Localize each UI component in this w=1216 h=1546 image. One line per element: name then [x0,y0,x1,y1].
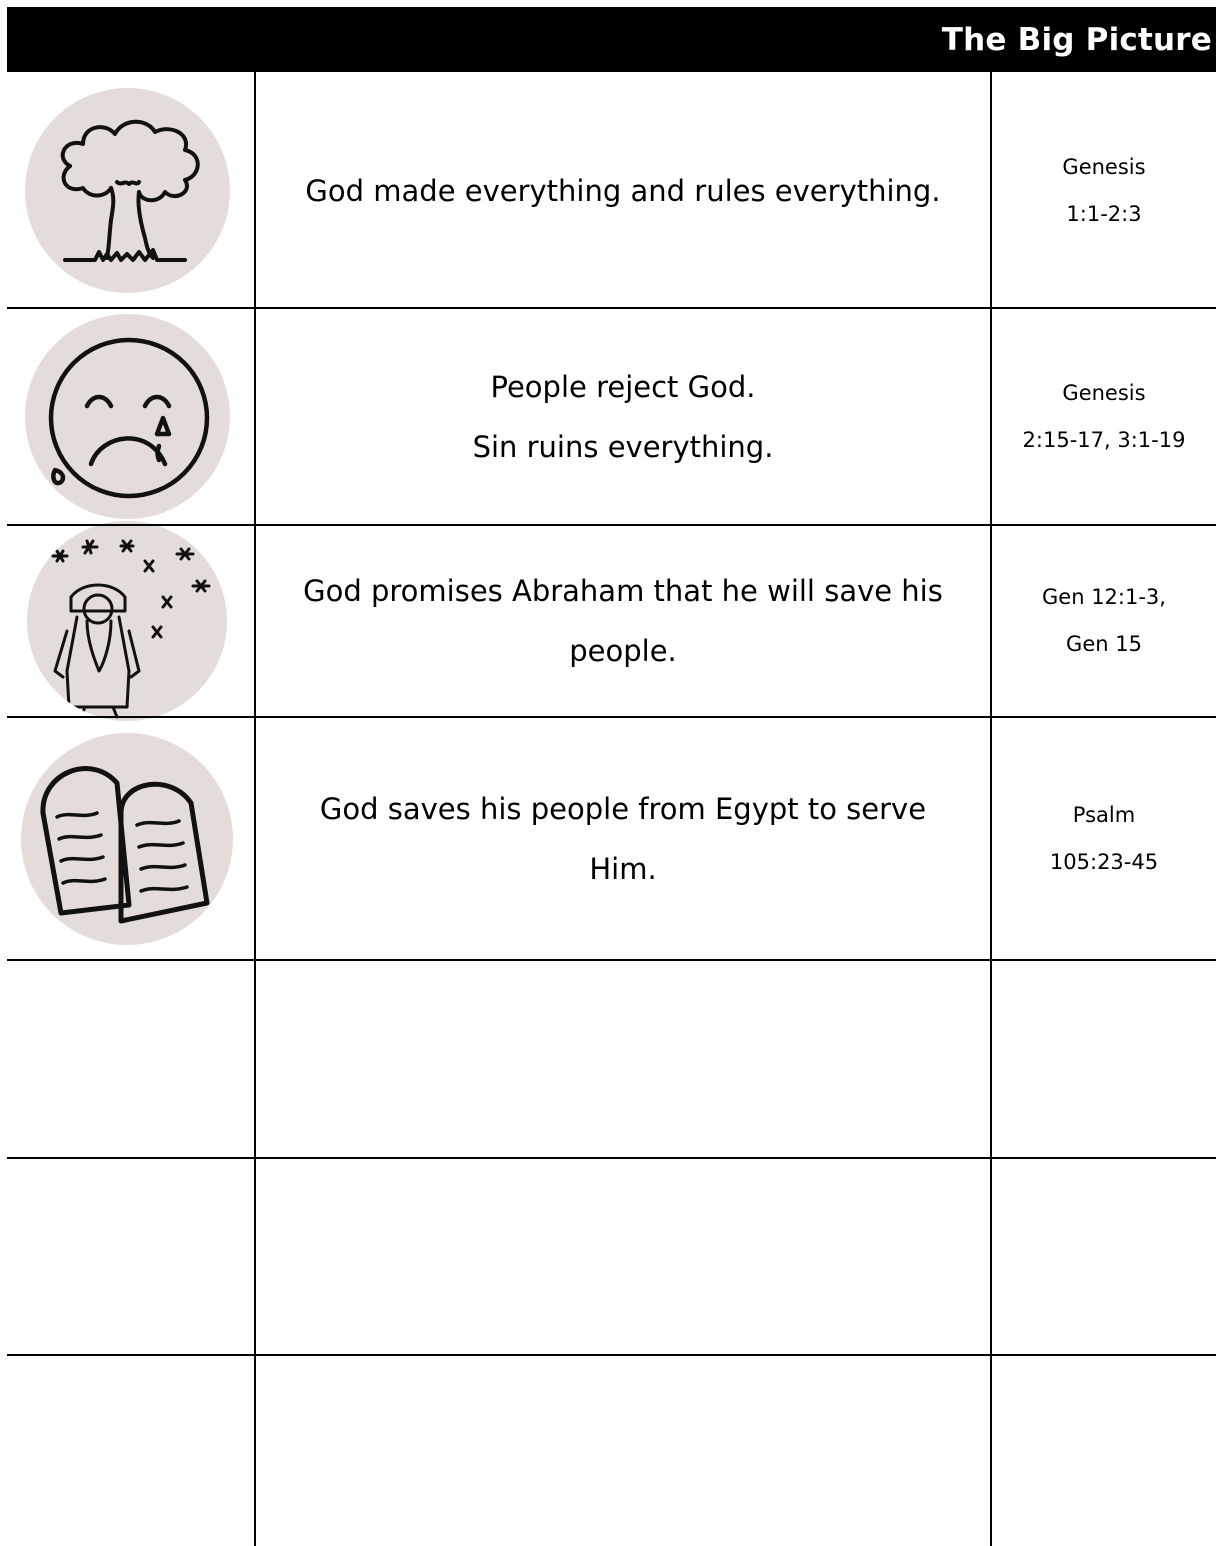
statement-line: Sin ruins everything. [472,429,774,464]
picture-cell [0,1356,254,1546]
header-bar [7,7,1216,72]
statement-line: God made everything and rules everything. [305,173,941,208]
reference-cell [992,74,1216,307]
table-row [0,961,1216,1157]
reference-cell [992,309,1216,524]
table-row [0,718,1216,959]
reference-line: 105:23-45 [1049,849,1159,874]
stone-tablets-icon [21,733,233,945]
statement-line: God promises Abraham that he will save his [303,574,943,608]
reference-line: Genesis [1062,154,1146,179]
statement-cell [256,961,990,1157]
statement-cell [256,718,990,959]
reference-cell [992,1356,1216,1546]
statement-line: People reject God. [490,369,756,404]
reference-line: Gen 15 [1066,632,1142,656]
table-row [0,1356,1216,1546]
statement-line: people. [569,634,677,668]
reference-cell [992,961,1216,1157]
statement-cell [256,526,990,716]
reference-line: Genesis [1062,380,1146,405]
reference-line: 2:15-17, 3:1-19 [1022,427,1186,452]
table-row [0,1159,1216,1354]
reference-line: 1:1-2:3 [1066,201,1142,226]
statement-cell [256,1159,990,1354]
statement-cell [256,309,990,524]
statement-cell [256,1356,990,1546]
reference-cell [992,526,1216,716]
picture-cell [0,961,254,1157]
picture-cell [0,1159,254,1354]
picture-cell [0,526,254,716]
statement-line: God saves his people from Egypt to serve [319,791,927,826]
picture-cell [0,309,254,524]
sad-face-icon [25,314,230,519]
picture-cell [0,718,254,959]
abraham-stars-icon [27,521,227,721]
picture-cell [0,74,254,307]
tree-icon [25,88,230,293]
statement-cell [256,74,990,307]
table-row [0,526,1216,716]
table-row [0,309,1216,524]
reference-line: Psalm [1072,802,1136,827]
table-row [0,74,1216,307]
page-title: The Big Picture [941,21,1212,58]
reference-cell [992,1159,1216,1354]
statement-line: Him. [589,851,657,886]
reference-cell [992,718,1216,959]
reference-line: Gen 12:1-3, [1042,585,1166,609]
